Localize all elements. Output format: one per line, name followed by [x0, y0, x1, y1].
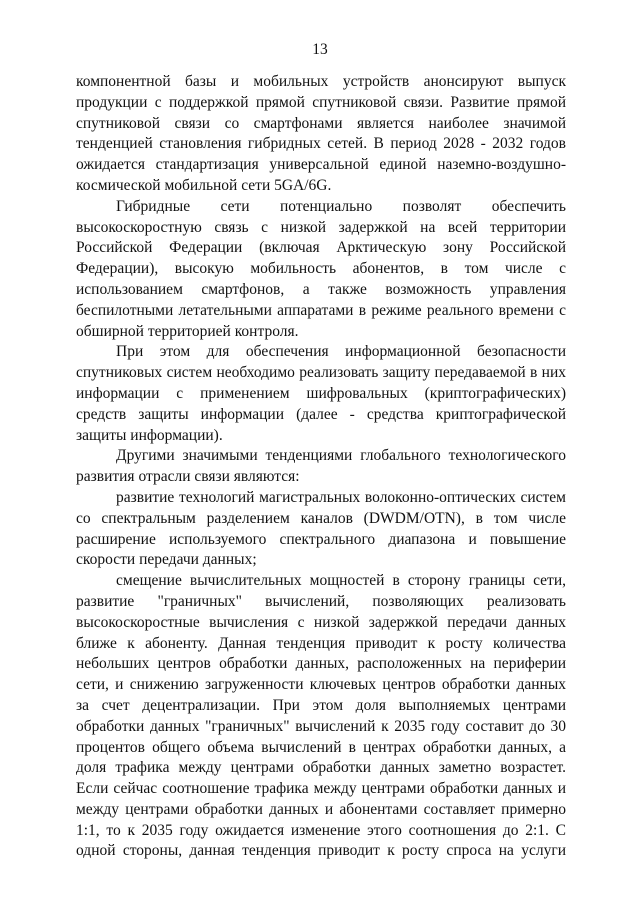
paragraph-other-trends-intro: Другими значимыми тенденциями глобального технологического развития отрасли связи являются:	[76, 447, 566, 486]
paragraph-information-security: При этом для обеспечения информационной безопасности спутниковых систем необходимо реализовать защиту передаваемой в них информации с применением шифровальных (криптографических) средств защиты информации (далее - средства криптографической защиты информации).	[76, 343, 566, 444]
page-number: 13	[312, 41, 328, 58]
list-item-dwdm-otn: развитие технологий магистральных волоконно-оптических систем со спектральным разделением каналов (DWDM/OTN), в том числе расширение используемого спектрального диапазона и повышение скорости передачи данных;	[76, 488, 566, 569]
paragraph-continued-hybrid-networks: компонентной базы и мобильных устройств анонсируют выпуск продукции с поддержкой прямой спутниковой связи. Развитие прямой спутниковой связи со смартфонами является наиболее значимой тенденцией становления гибридных сетей. В период 2028 - 2032 годов ожидается стандартизация универсальной единой наземно-воздушно-космической мобильной сети 5GA/6G.	[76, 73, 566, 194]
paragraph-hybrid-networks-capabilities: Гибридные сети потенциально позволят обеспечить высокоскоростную связь с низкой задержкой на всей территории Российской Федерации (включая Арктическую зону Российской Федерации), высокую мобильность абонентов, в том числе с использованием смартфонов, а также возможность управления беспилотными летательными аппаратами в режиме реального времени с обширной территорией контроля.	[76, 197, 566, 340]
document-body	[76, 72, 566, 862]
list-item-edge-computing: смещение вычислительных мощностей в сторону границы сети, развитие "граничных" вычислений, позволяющих реализовать высокоскоростные вычисления с низкой задержкой передачи данных ближе к абоненту. Данная тенденция приводит к росту количества небольших центров обработки данных, расположенных на периферии сети, и снижению загруженности ключевых центров обработки данных за счет децентрализации. При этом доля выполняемых центрами обработки данных "граничных" вычислений к 2035 году составит до 30 процентов общего объема вычислений в центрах обработки данных, а доля трафика между центрами обработки данных заметно возрастет. Если сейчас соотношение трафика между центрами обработки данных и между центрами обработки данных и абонентами составляет примерно 1:1, то к 2035 году ожидается изменение этого соотношения до 2:1. С одной стороны, данная тенденция приводит к росту спроса на услуги	[76, 572, 566, 860]
